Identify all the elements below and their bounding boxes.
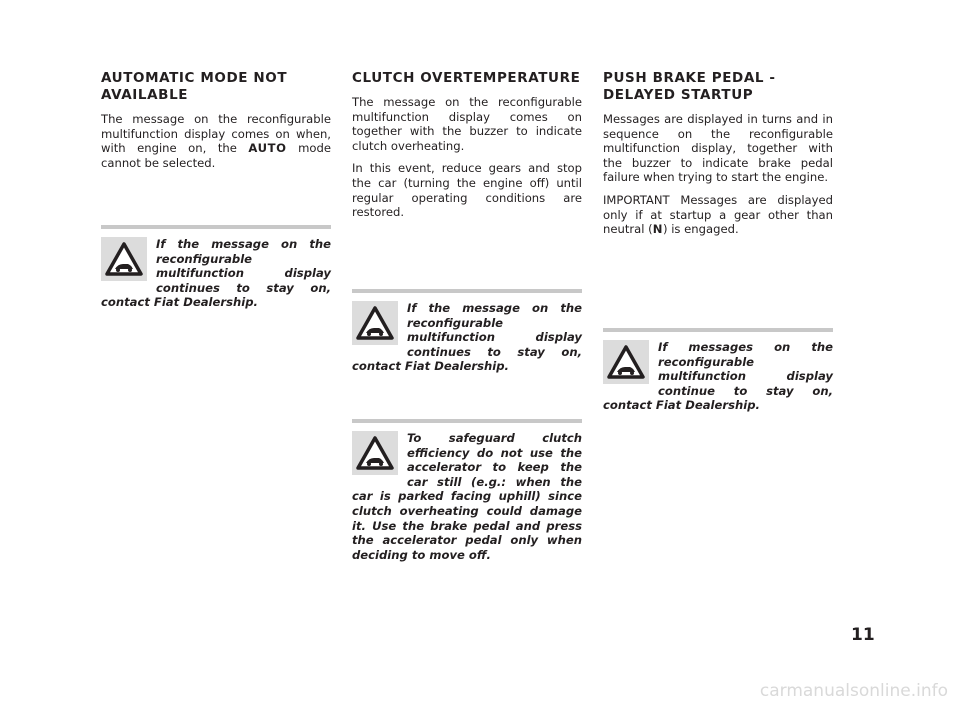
paragraph-text: IMPORTANT Messages are displayed only if at startup a gear other than neutral ( bbox=[603, 192, 833, 237]
section-push-brake-pedal bbox=[603, 70, 833, 245]
keyword-auto: AUTO bbox=[248, 141, 287, 156]
paragraph-text: ) is engaged. bbox=[663, 222, 739, 237]
warning-triangle-car-icon bbox=[101, 237, 147, 281]
warning-box bbox=[352, 289, 582, 374]
keyword-neutral: N bbox=[652, 222, 663, 237]
warning-triangle-car-icon bbox=[352, 431, 398, 475]
section-paragraph: Messages are displayed in turns and in sequence on the reconfigurable multifunction display, together with the buzzer to indicate brake pedal failure when trying to start the engine. bbox=[603, 112, 833, 185]
paragraph-text: The message on the reconfigurable multifunction display comes on when, with engine on, the bbox=[101, 112, 331, 156]
section-heading: AUTOMATIC MODE NOT AVAILABLE bbox=[101, 70, 288, 103]
section-paragraph: The message on the reconfigurable multifunction display comes on together with the buzzer to indicate clutch overheating. bbox=[352, 95, 582, 153]
section-paragraph bbox=[101, 112, 331, 170]
warning-text: If the message on the reconfigurable multifunction display continues to stay on, contact Fiat Dealership. bbox=[352, 301, 582, 374]
warning-triangle-car-icon bbox=[603, 340, 649, 384]
warning-box bbox=[101, 225, 331, 310]
section-clutch-overtemperature bbox=[352, 70, 582, 228]
warning-box bbox=[352, 419, 582, 562]
section-heading: CLUTCH OVERTEMPERATURE bbox=[352, 70, 581, 86]
section-heading: PUSH BRAKE PEDAL - DELAYED STARTUP bbox=[603, 70, 776, 103]
page-number: 11 bbox=[851, 625, 875, 645]
warning-box bbox=[603, 328, 833, 413]
section-paragraph bbox=[603, 193, 833, 237]
warning-text: If messages on the reconfigurable multifunction display continue to stay on, contact Fiat Dealership. bbox=[603, 340, 833, 413]
warning-text: To safeguard clutch efficiency do not use the accelerator to keep the car still (e.g.: when the car is parked facing uphill) since clutch overheating could damage it. Use the brake pedal and press the accelerator pedal only when deciding to move off. bbox=[352, 431, 582, 562]
warning-text: If the message on the reconfigurable multifunction display continues to stay on, contact Fiat Dealership. bbox=[101, 237, 331, 310]
paragraph-text: mode cannot be selected. bbox=[101, 141, 331, 170]
section-automatic-mode bbox=[101, 70, 331, 178]
warning-triangle-car-icon bbox=[352, 301, 398, 345]
section-paragraph: In this event, reduce gears and stop the car (turning the engine off) until regular operating conditions are restored. bbox=[352, 161, 582, 220]
watermark: carmanualsonline.info bbox=[759, 681, 948, 701]
